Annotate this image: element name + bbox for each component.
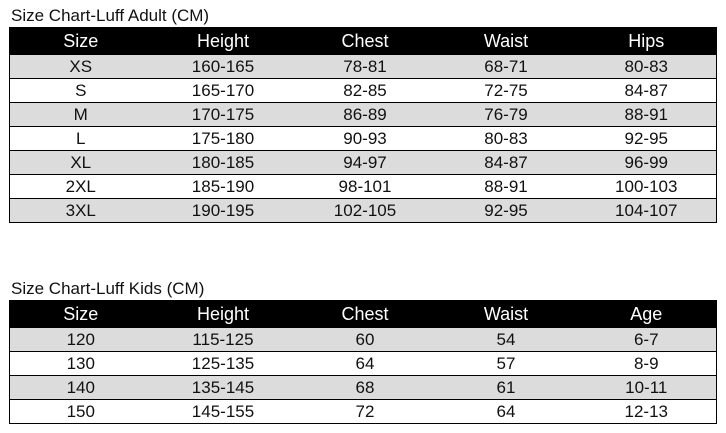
cell-chest: 60 <box>295 328 436 352</box>
table-row <box>10 79 717 103</box>
cell-height: 185-190 <box>152 175 295 199</box>
cell-chest: 82-85 <box>295 79 436 103</box>
cell-size: 120 <box>10 328 152 352</box>
cell-waist: 88-91 <box>436 175 577 199</box>
cell-height: 135-145 <box>152 376 295 400</box>
cell-size: M <box>10 103 152 127</box>
header-height: Height <box>152 28 295 55</box>
cell-hips: 88-91 <box>577 103 717 127</box>
cell-waist: 54 <box>436 328 577 352</box>
table-row <box>10 175 717 199</box>
cell-size: 2XL <box>10 175 152 199</box>
header-hips: Hips <box>577 28 717 55</box>
cell-chest: 68 <box>295 376 436 400</box>
table-row <box>10 352 717 376</box>
table-row <box>10 199 717 223</box>
table-row <box>10 400 717 424</box>
header-age: Age <box>577 301 717 328</box>
kids-size-chart <box>9 279 716 424</box>
cell-age: 6-7 <box>577 328 717 352</box>
adult-chart-title: Size Chart-Luff Adult (CM) <box>11 6 210 25</box>
cell-height: 170-175 <box>152 103 295 127</box>
table-row <box>10 376 717 400</box>
cell-chest: 94-97 <box>295 151 436 175</box>
cell-waist: 92-95 <box>436 199 577 223</box>
cell-hips: 96-99 <box>577 151 717 175</box>
table-header-row <box>10 28 717 55</box>
header-waist: Waist <box>436 301 577 328</box>
cell-chest: 64 <box>295 352 436 376</box>
cell-height: 145-155 <box>152 400 295 424</box>
cell-height: 160-165 <box>152 55 295 79</box>
cell-size: XS <box>10 55 152 79</box>
cell-height: 115-125 <box>152 328 295 352</box>
cell-chest: 78-81 <box>295 55 436 79</box>
cell-height: 165-170 <box>152 79 295 103</box>
cell-chest: 86-89 <box>295 103 436 127</box>
header-height: Height <box>152 301 295 328</box>
cell-size: 150 <box>10 400 152 424</box>
table-header-row <box>10 301 717 328</box>
cell-waist: 57 <box>436 352 577 376</box>
table-row <box>10 127 717 151</box>
header-waist: Waist <box>436 28 577 55</box>
cell-age: 8-9 <box>577 352 717 376</box>
cell-chest: 90-93 <box>295 127 436 151</box>
cell-waist: 72-75 <box>436 79 577 103</box>
cell-size: 130 <box>10 352 152 376</box>
cell-waist: 64 <box>436 400 577 424</box>
header-size: Size <box>10 301 152 328</box>
cell-age: 10-11 <box>577 376 717 400</box>
table-row <box>10 151 717 175</box>
cell-hips: 92-95 <box>577 127 717 151</box>
cell-waist: 61 <box>436 376 577 400</box>
cell-chest: 102-105 <box>295 199 436 223</box>
cell-size: XL <box>10 151 152 175</box>
cell-height: 180-185 <box>152 151 295 175</box>
cell-age: 12-13 <box>577 400 717 424</box>
cell-waist: 68-71 <box>436 55 577 79</box>
cell-size: 3XL <box>10 199 152 223</box>
cell-chest: 72 <box>295 400 436 424</box>
cell-size: S <box>10 79 152 103</box>
cell-hips: 80-83 <box>577 55 717 79</box>
cell-size: L <box>10 127 152 151</box>
cell-chest: 98-101 <box>295 175 436 199</box>
kids-size-table <box>9 300 717 424</box>
cell-waist: 76-79 <box>436 103 577 127</box>
table-row <box>10 55 717 79</box>
cell-height: 125-135 <box>152 352 295 376</box>
adult-size-table <box>9 27 717 223</box>
cell-hips: 84-87 <box>577 79 717 103</box>
adult-size-chart <box>9 6 716 223</box>
header-size: Size <box>10 28 152 55</box>
kids-chart-title: Size Chart-Luff Kids (CM) <box>11 279 205 298</box>
cell-hips: 100-103 <box>577 175 717 199</box>
cell-height: 190-195 <box>152 199 295 223</box>
table-row <box>10 328 717 352</box>
header-chest: Chest <box>295 28 436 55</box>
table-row <box>10 103 717 127</box>
cell-height: 175-180 <box>152 127 295 151</box>
header-chest: Chest <box>295 301 436 328</box>
cell-size: 140 <box>10 376 152 400</box>
cell-waist: 80-83 <box>436 127 577 151</box>
cell-hips: 104-107 <box>577 199 717 223</box>
cell-waist: 84-87 <box>436 151 577 175</box>
